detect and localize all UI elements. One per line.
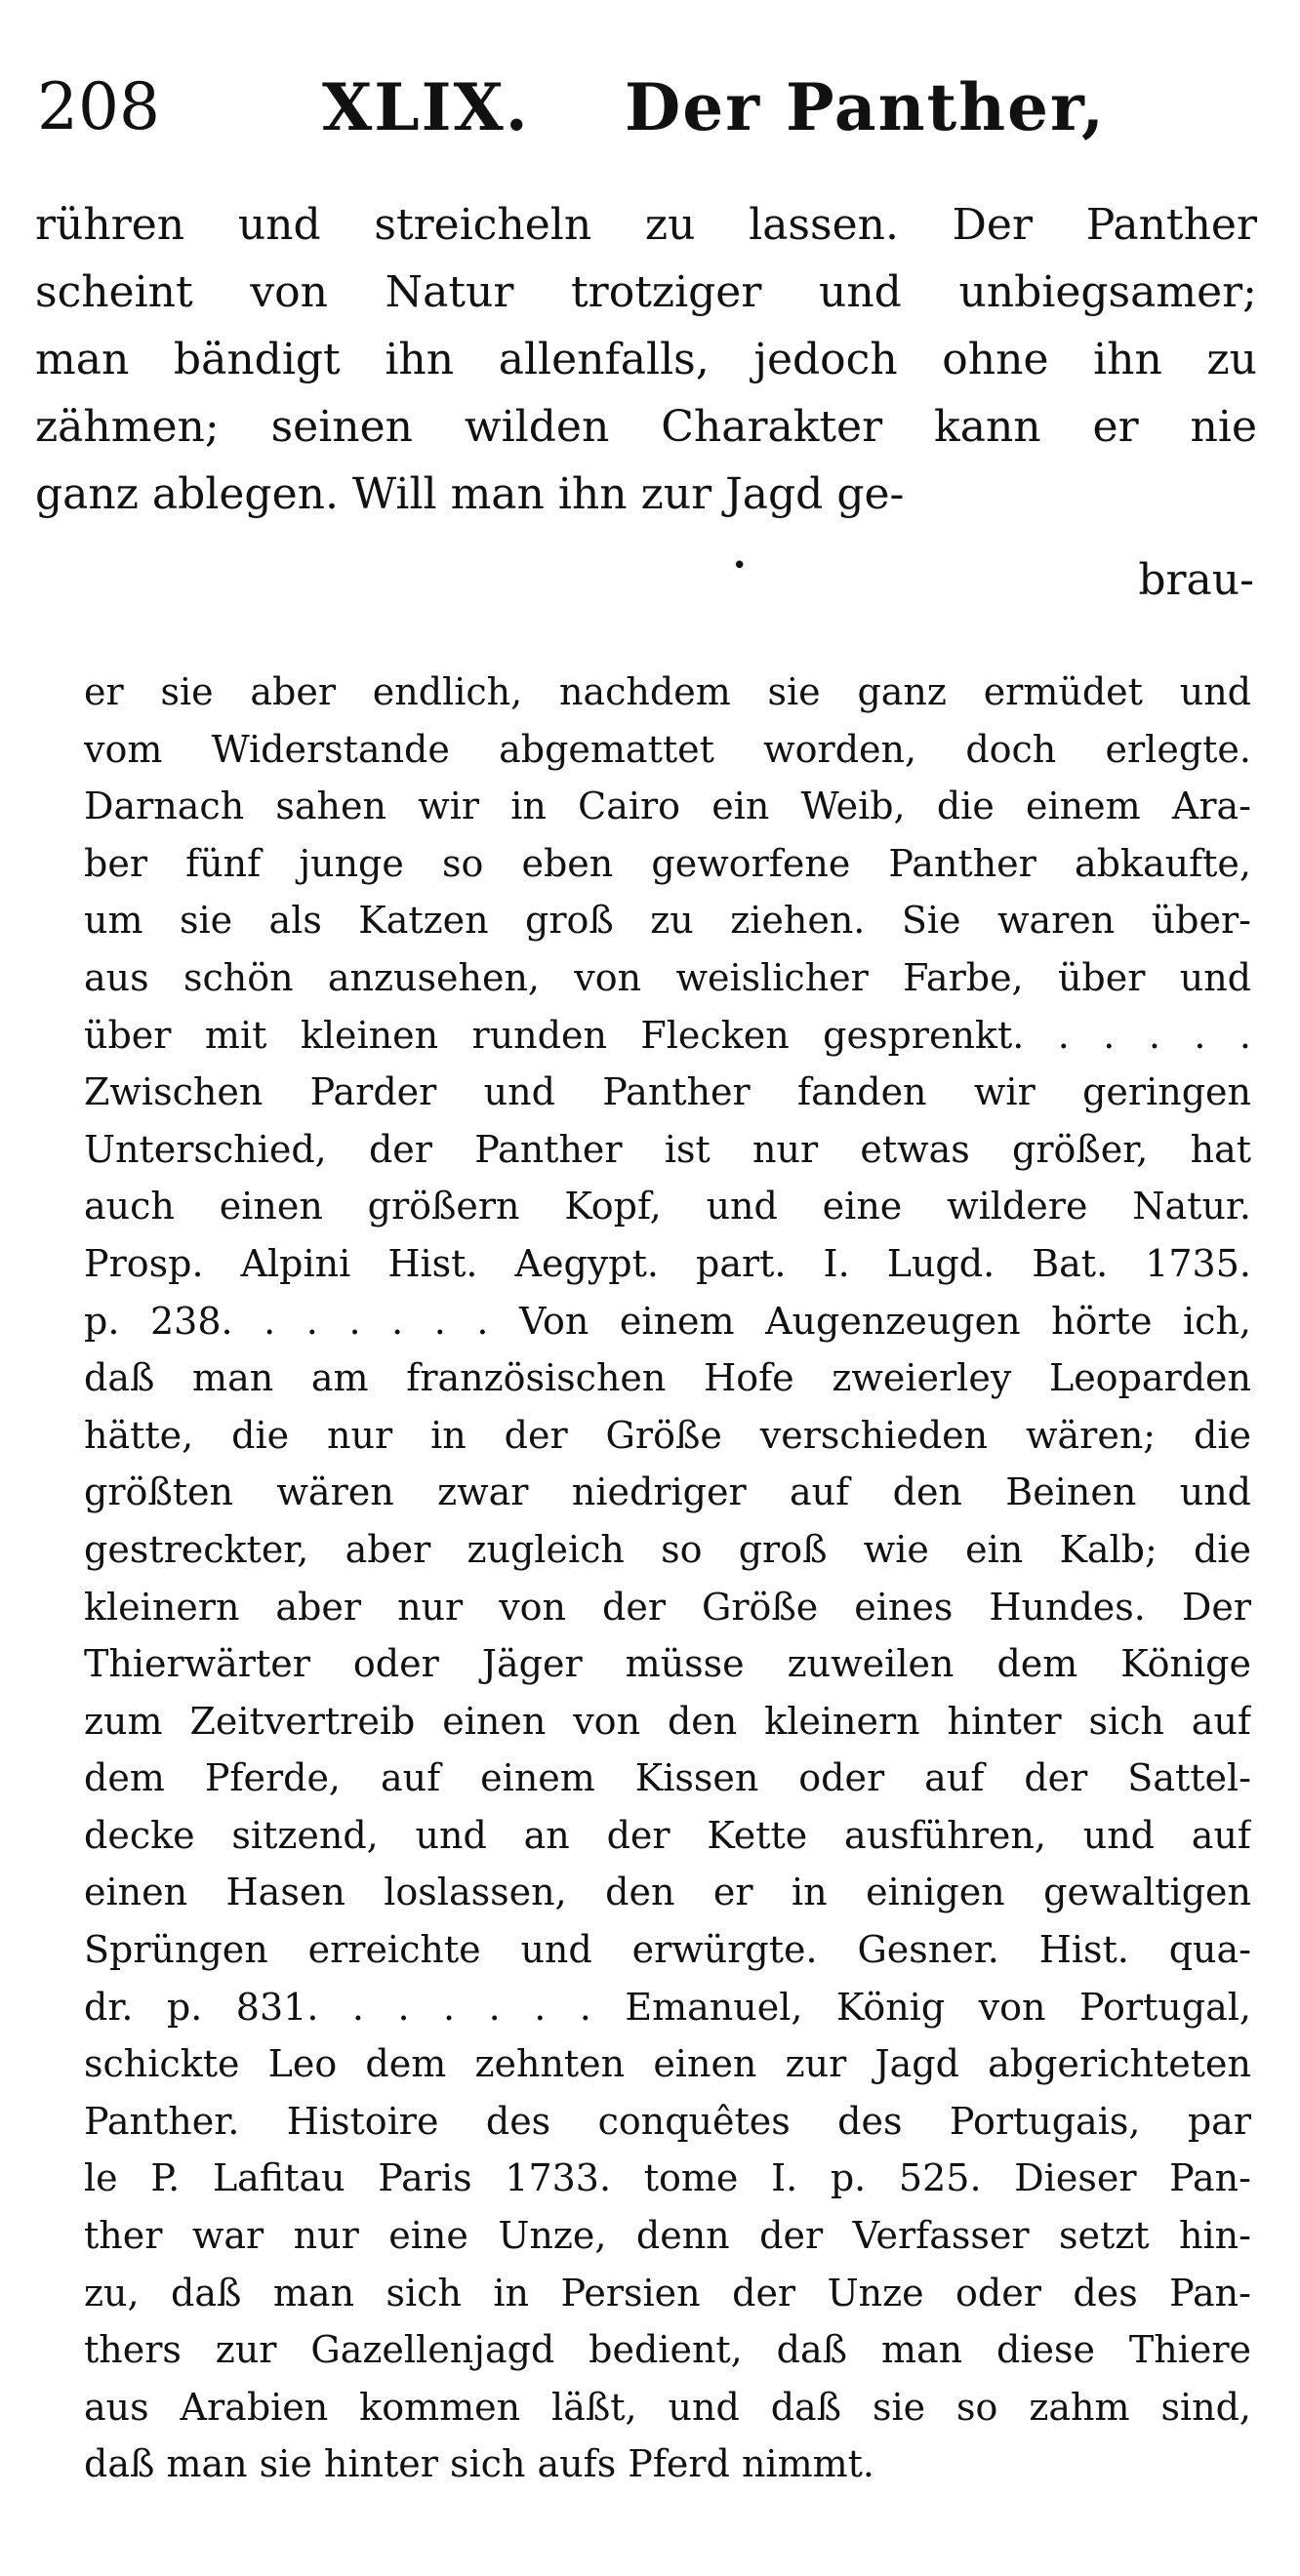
- footnote-line: Prosp. Alpini Hist. Aegypt. part. I. Lugd. Bat. 1735.: [84, 1241, 1251, 1285]
- main-text-line: ganz ablegen. Will man ihn zur Jagd ge-: [35, 469, 905, 519]
- footnote-line: Unterschied, der Panther ist nur etwas größer, hat: [84, 1127, 1251, 1171]
- footnote-line: daß man am französischen Hofe zweierley Leoparden: [84, 1356, 1251, 1400]
- footnote-line: aus schön anzusehen, von weislicher Farbe, über und: [84, 955, 1251, 999]
- footnote-line: decke sitzend, und an der Kette ausführen, und auf: [84, 1813, 1251, 1857]
- footnote-line: auch einen größern Kopf, und eine wildere Natur.: [84, 1185, 1251, 1228]
- main-text-line: man bändigt ihn allenfalls, jedoch ohne ihn zu: [35, 335, 1257, 384]
- footnote-line: Panther. Histoire des conquêtes des Portugais, par: [84, 2099, 1251, 2143]
- chapter-title: Der Panther,: [625, 69, 1106, 145]
- footnote-line: über mit kleinen runden Flecken gesprenkt. . . . . .: [84, 1013, 1251, 1057]
- footnote-line: gestreckter, aber zugleich so groß wie ein Kalb; die: [84, 1527, 1251, 1571]
- running-header: [29, 59, 1269, 156]
- main-text-line: zähmen; seinen wilden Charakter kann er nie: [35, 402, 1257, 452]
- catchword: brau-: [1138, 555, 1254, 605]
- footnote-line: le P. Lafitau Paris 1733. tome I. p. 525. Dieser Pan-: [84, 2156, 1251, 2200]
- footnote-line: p. 238. . . . . . . Von einem Augenzeugen hörte ich,: [84, 1299, 1251, 1343]
- print-speck: •: [732, 551, 748, 581]
- chapter-number: XLIX.: [322, 69, 530, 145]
- footnote-line: dem Pferde, auf einem Kissen oder auf der Sattel-: [84, 1756, 1251, 1800]
- footnote-line: aus Arabien kommen läßt, und daß sie so zahm sind,: [84, 2385, 1251, 2429]
- footnote-line: größten wären zwar niedriger auf den Beinen und: [84, 1470, 1251, 1514]
- footnote-line: daß man sie hinter sich aufs Pferd nimmt.: [84, 2442, 875, 2486]
- footnote: [84, 664, 1251, 2493]
- footnote-line: ther war nur eine Unze, denn der Verfasser setzt hin-: [84, 2214, 1251, 2258]
- footnote-line: zum Zeitvertreib einen von den kleinern hinter sich auf: [84, 1699, 1251, 1743]
- page-number: 208: [37, 69, 160, 144]
- main-text: [35, 191, 1257, 528]
- footnote-line: kleinern aber nur von der Größe eines Hundes. Der: [84, 1585, 1251, 1629]
- footnote-line: Sprüngen erreichte und erwürgte. Gesner. Hist. qua-: [84, 1928, 1251, 1972]
- footnote-line: Darnach sahen wir in Cairo ein Weib, die einem Ara-: [84, 785, 1251, 828]
- footnote-line: thers zur Gazellenjagd bedient, daß man diese Thiere: [84, 2328, 1251, 2372]
- footnote-line: um sie als Katzen groß zu ziehen. Sie waren über-: [84, 899, 1251, 943]
- footnote-line: ber fünf junge so eben geworfene Panther abkaufte,: [84, 841, 1251, 885]
- main-text-line: rühren und streicheln zu lassen. Der Panther: [35, 200, 1257, 250]
- footnote-line: er sie aber endlich, nachdem sie ganz ermüdet und: [84, 670, 1251, 713]
- main-text-line: scheint von Natur trotziger und unbiegsamer;: [35, 267, 1257, 317]
- footnote-line: schickte Leo dem zehnten einen zur Jagd abgerichteten: [84, 2042, 1251, 2086]
- footnote-line: dr. p. 831. . . . . . . Emanuel, König von Portugal,: [84, 1985, 1251, 2029]
- footnote-line: Thierwärter oder Jäger müsse zuweilen dem Könige: [84, 1642, 1251, 1686]
- footnote-line: einen Hasen loslassen, den er in einigen gewaltigen: [84, 1871, 1251, 1914]
- footnote-line: vom Widerstande abgemattet worden, doch erlegte.: [84, 727, 1251, 771]
- footnote-line: zu, daß man sich in Persien der Unze oder des Pan-: [84, 2271, 1251, 2314]
- footnote-line: hätte, die nur in der Größe verschieden wären; die: [84, 1413, 1251, 1457]
- footnote-line: Zwischen Parder und Panther fanden wir geringen: [84, 1070, 1251, 1114]
